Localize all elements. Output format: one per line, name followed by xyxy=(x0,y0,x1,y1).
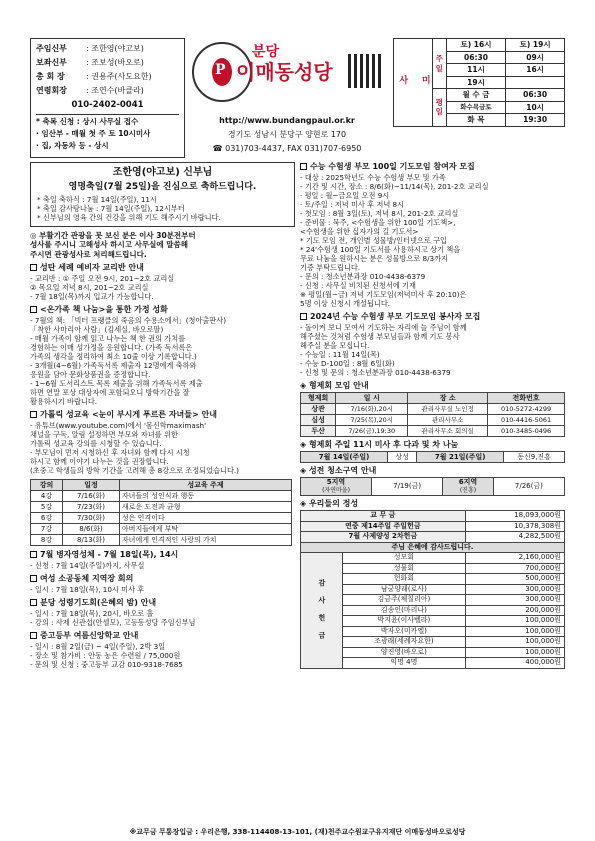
section-line: - 부모님이 먼저 시청하신 후 자녀와 함께 다시 시청 xyxy=(30,447,190,457)
donor-name: 성모회 xyxy=(343,553,466,564)
notice-section xyxy=(30,263,295,301)
notice-section xyxy=(30,631,295,669)
staff-name: : 조한영(야고보) xyxy=(86,44,144,53)
donor-amount: 100,000원 xyxy=(465,647,564,658)
donor-amount: 400,000원 xyxy=(465,658,564,669)
checkbox-icon xyxy=(30,551,37,558)
donor-amount: 200,000원 xyxy=(465,605,564,616)
donor-name: 김금주(체칠리아) xyxy=(343,595,466,606)
section-line: - 일시 : 7월 18일(목), 20시, 바오로 홀 xyxy=(30,608,154,618)
donor-name: 박지윤(이사벨라) xyxy=(343,616,466,627)
weekday-label: 평 일 xyxy=(432,89,446,127)
donor-amount: 100,000원 xyxy=(465,626,564,637)
offering-row xyxy=(301,532,565,543)
table-cell: 7/30(화) xyxy=(63,512,120,523)
section-title-text: <온가족 책 나눔>을 통한 가정 성화 xyxy=(40,304,168,314)
donor-amount: 2,160,000원 xyxy=(465,553,564,564)
section-line: - 기간 및 시간, 장소 : 8/6(화)~11/14(목), 201-2호 교리실 xyxy=(300,182,489,191)
section-line: - 7월 18일(목)까지 입교가 가능합니다. xyxy=(30,291,154,301)
sharing-date: 7월 14일(주일) xyxy=(301,452,388,463)
section-line: 하시고 함께 이야기 나누는 것을 권장합니다. xyxy=(30,456,169,466)
section-line: 채널을 구독, 알림 설정하면 부모와 자녀를 위한 xyxy=(30,429,178,439)
section-line: - 장소 및 참가비 : 안동 농은 수련원 / 75,000원 xyxy=(30,650,181,660)
feast-line: * 신부님의 영육 간의 건강을 위해 기도 해주시기 바랍니다. xyxy=(37,212,221,222)
staff-row xyxy=(36,84,179,98)
table-cell: 7/23(화) xyxy=(63,501,120,512)
table-header: 형제회 xyxy=(301,393,336,404)
area-date: 7/19(금) xyxy=(372,478,443,496)
section-title-text: 중고등부 여름신앙학교 안내 xyxy=(40,630,139,640)
checkbox-icon xyxy=(300,163,307,170)
notice-section xyxy=(30,574,295,594)
table-row xyxy=(31,534,292,545)
area-sub: (자연마을) xyxy=(322,487,350,495)
section-line: * 24'수험생 100일 기도서를 사용하시고 상기 책을 xyxy=(300,245,461,254)
section-title xyxy=(300,162,565,172)
donor-amount: 500,000원 xyxy=(465,574,564,585)
table-row xyxy=(31,490,292,501)
table-cell: 7강 xyxy=(31,523,63,534)
donor-name: 남궁양래(로사) xyxy=(343,584,466,595)
table-cell: 관리사무소 회의실 xyxy=(408,426,488,437)
table-cell: 7/26(금),19:30 xyxy=(336,426,408,437)
section-title xyxy=(30,263,295,273)
section-line: - 준비물 : 묵주, <수험생을 위한 100일 기도책>, xyxy=(300,218,456,227)
left-sections-2 xyxy=(30,550,295,669)
section-line: 「착한 사마리아 사람」(김세실, 바오로딸) xyxy=(30,324,164,334)
section-title xyxy=(30,305,295,315)
mass-time: 19:30 xyxy=(506,114,565,127)
left-sections xyxy=(30,231,295,475)
staff-box xyxy=(30,38,185,158)
section-line: - 교리반 : ① 주일 오전 9시, 201~2호 교리실 xyxy=(30,273,175,283)
address: 경기도 성남시 분당구 양현로 170 xyxy=(227,130,347,139)
staff-list xyxy=(36,42,179,98)
staff-role: 주임신부 xyxy=(36,44,67,53)
section-line: ◎ 부활기간 관광을 못 보신 분은 이사 30분전부터 xyxy=(30,230,196,240)
section-line: - 첫모임 : 8월 3일(토), 저녁 8시, 201-2호 교리실 xyxy=(300,209,459,218)
table-cell: 두산 xyxy=(301,426,336,437)
blessing-notes xyxy=(36,117,179,153)
section-line: 하면 연말 포상 대상자에 포함되오니 방학기간을 잘 xyxy=(30,387,190,397)
section-line: 해주실 분을 모십니다. xyxy=(300,341,370,350)
area-name: 6지역 xyxy=(458,478,478,487)
right-sections xyxy=(300,162,565,377)
section-line: - 유튜브(www.youtube.com)에서 '몸신학maximash' xyxy=(30,420,207,430)
table-cell: 010-3485-0496 xyxy=(488,426,565,437)
section-line: * 기도 모임 전, 개인별 성물방/인터넷으로 구입 xyxy=(300,236,447,245)
mass-label: 미 사 xyxy=(394,39,433,127)
table-cell: 4강 xyxy=(31,490,63,501)
footer-bank-info: ※교무금 무통장입금 : 우리은행, 338-114408-13-101, (재)천주교수원교구유지재단 이매동성바오로성당 xyxy=(129,828,466,836)
staff-role: 연령회장 xyxy=(36,86,67,95)
notice-section xyxy=(30,410,295,475)
offering-amount: 18,093,000원 xyxy=(465,511,564,522)
sharing-group: 상성 xyxy=(388,452,417,463)
offering-amount: 10,378,308원 xyxy=(465,521,564,532)
section-title xyxy=(300,312,565,322)
section-title-text: 가톨릭 성교육 <눈이 부시게 푸르른 자녀들> 안내 xyxy=(40,409,217,419)
section-line: 응원을 담아 문화상품권을 증정합니다. xyxy=(30,369,151,379)
logo-line2: 이매동성당 xyxy=(236,60,333,84)
table-header: 장 소 xyxy=(408,393,488,404)
offering-amount: 4,282,500원 xyxy=(465,532,564,543)
table-cell: 성은 인격이다 xyxy=(119,512,291,523)
section-line: (초중고 학생들의 방학 기간을 고려해 총 8강으로 조정되었습니다.) xyxy=(30,465,239,475)
section-line: - 7월의 책: 「빅터 프랭클의 죽음의 수용소에서」(청아출판사) xyxy=(30,315,227,325)
offering-table xyxy=(300,510,565,669)
table-cell: 8/13(화) xyxy=(63,534,120,545)
offering-title: ◈ 우리들의 정성 xyxy=(300,499,359,508)
section-line: 경험하는 이매 성가정을 응원합니다. (가족 독서록은 xyxy=(30,342,193,352)
feast-lines xyxy=(37,195,288,222)
sharing-title: ◈ 형제회 주일 11시 미사 후 다과 및 차 나눔 xyxy=(300,440,459,449)
notice-section xyxy=(300,312,565,377)
note-line: · 임산부 - 매월 첫 주 토 10시미사 xyxy=(36,129,151,138)
section-line: <수험생을 위한 십자가의 길 기도서> xyxy=(300,227,419,236)
section-title-text: 수능 수험생 부모 100일 기도모임 참여자 모집 xyxy=(310,162,475,171)
section-line: - 수능일 : 11월 14일(목) xyxy=(300,350,380,359)
donor-name: 김송인(마리나) xyxy=(343,605,466,616)
table-cell: 자녀에게 인격적인 사랑의 가치 xyxy=(119,534,291,545)
section-title-text: 성탄 세례 예비자 교리반 안내 xyxy=(40,262,144,272)
section-line: · 토/주일 : 저녁 미사 후 저녁 8시 xyxy=(300,200,405,209)
mass-day: 화 목 xyxy=(446,114,505,127)
thanks-row xyxy=(301,542,565,553)
area-date: 7/26(금) xyxy=(493,478,564,496)
area-name: 5지역 xyxy=(326,478,346,487)
table-header: 일 시 xyxy=(336,393,408,404)
mass-time: 10시 xyxy=(506,101,565,114)
donor-amount: 700,000원 xyxy=(465,563,564,574)
section-line: - 돌이켜 보니 모여서 기도하는 자리에 늘 주님이 함께 xyxy=(300,323,467,332)
section-line: - 매월 가족이 함께 읽고 나누는 책 한 권의 가치를 xyxy=(30,333,186,343)
section-line: · 평일 : 월~금요일 오전 9시 xyxy=(300,191,390,200)
section-line: 기증 부탁드립니다. xyxy=(300,263,361,272)
sharing-group: 동신9,진흥 xyxy=(504,452,565,463)
section-line: ※ 평일(월~금) 저녁 기도모임(저녁미사 후 20:10)은 xyxy=(300,290,467,299)
table-cell: 관리사무실 노인정 xyxy=(408,404,488,415)
table-cell: 상관 xyxy=(301,404,336,415)
section-line: 가톨릭 성교육 강의를 시청할 수 있습니다. xyxy=(30,438,162,448)
offering-label: 연중 제14주일 주일헌금 xyxy=(301,521,466,532)
section-line: 해주셨는 것처럼 수험생 부모님들과 함께 기도 봉사 xyxy=(300,332,460,341)
mass-day: 화수목금토 xyxy=(446,101,505,114)
section-line: - 수능 D-100일 : 8월 6일(화) xyxy=(300,359,395,368)
notice-section xyxy=(30,550,295,570)
feast-line: * 축일 감사탕나눔 : 7월 14일(주일), 12시부터 xyxy=(37,203,185,213)
table-header: 전화번호 xyxy=(488,393,565,404)
note-line: · 집, 자동차 등 - 상시 xyxy=(36,141,109,150)
section-line: - 일시 : 8월 2일(금) ~ 4일(주일), 2박 3일 xyxy=(30,641,166,651)
section-line: - 문의 : 청소년분과장 010-4438-6379 xyxy=(300,272,426,281)
section-line: 가족의 생각을 정리하여 최소 10줄 이상 기록합니다.) xyxy=(30,351,197,361)
checkbox-icon xyxy=(30,575,37,582)
staff-role: 총 회 장 xyxy=(36,72,65,81)
table-cell: 8강 xyxy=(31,534,63,545)
section-line: - 신청 : 사무실 비치된 신청서에 기재 xyxy=(300,281,416,290)
staff-role: 보좌신부 xyxy=(36,58,67,67)
mass-time xyxy=(506,76,565,89)
feast-title: 조한영(야고보) 신부님 xyxy=(112,167,213,178)
table-row xyxy=(31,501,292,512)
section-line: - 강의 : 사제 신관섭(안셀모), 고등동성당 주임신부님 xyxy=(30,617,196,627)
donor-name: 익명 4명 xyxy=(343,658,466,669)
checkbox-icon xyxy=(30,632,37,639)
table-cell: 7/16(화) xyxy=(63,490,120,501)
section-line: - 신청 및 문의 : 청소년분과장 010-4438-6379 xyxy=(300,368,451,377)
table-cell: 아버지들에게 부탁 xyxy=(119,523,291,534)
right-column xyxy=(300,162,565,669)
mass-schedule xyxy=(393,38,565,158)
lecture-table xyxy=(30,479,292,546)
feast-box xyxy=(30,162,295,227)
offering-row xyxy=(301,511,565,522)
thanks-text: 주님 은혜에 감사드립니다. xyxy=(301,542,565,553)
donor-name: 조광래(세례자요한) xyxy=(343,637,466,648)
thanks-offering-label: 감 사 헌 금 xyxy=(301,553,343,669)
table-cell: 7/25(목),20시 xyxy=(336,415,408,426)
mass-time: 19시 xyxy=(446,76,505,89)
mass-time: 06:30 xyxy=(446,51,505,64)
website-url[interactable]: http://www.bundangpaul.or.kr xyxy=(219,116,355,125)
area-sub: (진흥) xyxy=(459,487,477,495)
mass-time: 06:30 xyxy=(506,89,565,102)
section-title-text: 2024년 수능 수험생 부모 기도모임 봉사자 모집 xyxy=(310,312,481,321)
table-header: 일정 xyxy=(63,479,120,490)
section-line: - 신청 : 7월 14일(주일)까지, 사무실 xyxy=(30,560,145,570)
section-title xyxy=(30,410,295,420)
telephone: ☎ 031)703-4437, FAX 031)707-6950 xyxy=(212,144,362,153)
donor-amount: 100,000원 xyxy=(465,616,564,627)
feast-subtitle: 영명축일(7월 25일)을 진심으로 축하드립니다. xyxy=(68,181,257,192)
mass-time: 토) 19시 xyxy=(506,39,565,52)
qr-code-icon[interactable] xyxy=(348,54,382,88)
donor-amount: 300,000원 xyxy=(465,584,564,595)
cleaning-table xyxy=(300,477,565,496)
logo-line1: 분당 xyxy=(252,44,280,60)
note-line: * 축복 신청 : 상시 사무실 접수 xyxy=(36,117,139,126)
left-column xyxy=(30,162,295,673)
table-cell: 심성 xyxy=(301,415,336,426)
donor-amount: 100,000원 xyxy=(465,637,564,648)
sibling-table xyxy=(300,392,565,437)
table-cell: 010-5272-4299 xyxy=(488,404,565,415)
mass-time: 16시 xyxy=(506,64,565,77)
staff-row xyxy=(36,56,179,70)
notice-section xyxy=(30,231,295,259)
offering-label: 교 무 금 xyxy=(301,511,466,522)
section-line: - 일시 : 7월 18일(목), 10시 미사 후 xyxy=(30,584,145,594)
table-cell: 관리사무소 xyxy=(408,415,488,426)
feast-line: * 축일 축하식 : 7월 14일(주일), 11시 xyxy=(37,194,157,204)
table-cell: 6강 xyxy=(31,512,63,523)
staff-row xyxy=(36,42,179,56)
offering-row xyxy=(301,521,565,532)
section-line: 활용하시기 바랍니다. xyxy=(30,396,98,406)
section-title xyxy=(30,598,295,608)
checkbox-icon xyxy=(30,411,37,418)
church-logo-icon: P xyxy=(192,42,252,102)
staff-name: : 조보성(바오로) xyxy=(86,58,144,67)
section-title xyxy=(30,574,295,584)
table-row xyxy=(301,415,565,426)
table-cell: 010-4416-5061 xyxy=(488,415,565,426)
sharing-table xyxy=(300,451,565,463)
section-line: - 문의 및 신청 : 중고등부 교감 010-9318-7685 xyxy=(30,659,183,669)
section-line: - 1~6월 도서리스트 목록 제출을 위해 가족독서록 제출 xyxy=(30,378,203,388)
main-phone: 010-2402-0041 xyxy=(71,99,144,110)
donor-name: 양진영(바오로) xyxy=(343,647,466,658)
offering-label: 7월 사제양성 2차헌금 xyxy=(301,532,466,543)
section-line: 주시면 관광성사로 처리해드립니다. xyxy=(30,249,147,259)
table-cell: 새로운 도전과 균형 xyxy=(119,501,291,512)
table-row xyxy=(301,404,565,415)
section-title-text: 분당 성령기도회(은혜의 밤) 안내 xyxy=(40,597,157,607)
table-header: 강의 xyxy=(31,479,63,490)
youth-title: ◈ 성전 청소구역 안내 xyxy=(300,466,377,475)
checkbox-icon xyxy=(30,599,37,606)
section-line: - 3개월(4~6월) 가족독서록 제출자 12명에게 축하와 xyxy=(30,360,197,370)
checkbox-icon xyxy=(30,264,37,271)
table-cell: 자녀들의 성인식과 행동 xyxy=(119,490,291,501)
table-header: 성교육 주제 xyxy=(119,479,291,490)
sunday-label: 주 일 xyxy=(432,39,446,89)
section-title xyxy=(30,631,295,641)
table-cell: 8/6(화) xyxy=(63,523,120,534)
donor-row xyxy=(301,553,565,564)
sharing-date: 7월 21일(주일) xyxy=(417,452,504,463)
section-line: 5명 이상 신청시 개설됩니다. xyxy=(300,299,391,308)
section-title xyxy=(30,550,295,560)
mass-time: 09시 xyxy=(506,51,565,64)
notice-section xyxy=(30,305,295,406)
section-title-text: 여성 소공동체 지역장 회의 xyxy=(40,573,134,583)
mass-time: 11시 xyxy=(446,64,505,77)
section-title-text: 7월 병자영성체 - 7월 18일(목), 14시 xyxy=(40,549,179,559)
section-line: ② 목요일 저녁 8시, 201~2호 교리실 xyxy=(30,282,149,292)
section-line: 무료 나눔을 원하시는 분은 성물방으로 8/3까지 xyxy=(300,254,448,263)
staff-name: : 권용주(사도요한) xyxy=(86,72,152,81)
table-row xyxy=(301,426,565,437)
donor-name: 성물회 xyxy=(343,563,466,574)
section-line: 성사를 주시니 고해성사 하시고 사무실에 말씀해 xyxy=(30,240,188,250)
donor-amount: 300,000원 xyxy=(465,595,564,606)
table-cell: 7/16(화),20시 xyxy=(336,404,408,415)
mass-time: 토) 16시 xyxy=(446,39,505,52)
staff-row xyxy=(36,70,179,84)
checkbox-icon xyxy=(30,306,37,313)
notice-section xyxy=(300,162,565,308)
church-logo-area xyxy=(188,38,386,158)
notice-section xyxy=(30,598,295,627)
mass-day: 월 수 금 xyxy=(446,89,505,102)
table-cell: 5강 xyxy=(31,501,63,512)
sibling-title: ◈ 형제회 모임 안내 xyxy=(300,381,369,390)
donor-name: 헌화회 xyxy=(343,574,466,585)
checkbox-icon xyxy=(300,313,307,320)
section-line: - 대상 : 2025학년도 수능 수험생 부모 및 가족 xyxy=(300,173,446,182)
staff-name: : 조연수(바클라) xyxy=(86,86,144,95)
donor-name: 박자오(미카엘) xyxy=(343,626,466,637)
table-row xyxy=(31,523,292,534)
table-row xyxy=(31,512,292,523)
